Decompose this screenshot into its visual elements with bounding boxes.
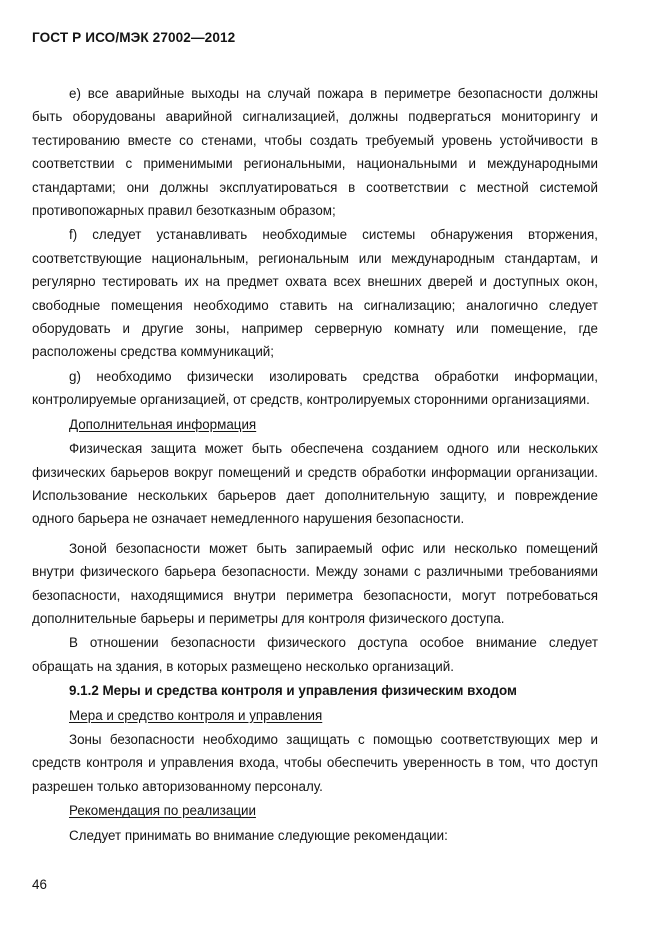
page-number: 46 bbox=[32, 877, 47, 892]
document-header: ГОСТ Р ИСО/МЭК 27002—2012 bbox=[32, 30, 236, 45]
info-paragraph-2: Зоной безопасности может быть запираемый офис или несколько помещений внутри физического барьера безопасности. Между зонами с различными требованиями безопасности, находящимися внутри периметра безопасности, могут потребоваться дополнительные барьеры и периметры для контроля физического доступа. bbox=[32, 540, 598, 626]
item-e-paragraph: e) все аварийные выходы на случай пожара в периметре безопасности должны быть оборудованы аварийной сигнализацией, должны подвергаться мониторингу и тестированию вместе со стенами, чтобы создать требуемый уровень устойчивости в соответствии с применимыми региональными, национальными и международными стандартами; они должны эксплуатироваться в соответствии с местной системой противопожарных правил безотказным образом; bbox=[32, 86, 598, 219]
recommend-subheading bbox=[32, 799, 598, 822]
recommend-paragraph: Следует принимать во внимание следующие рекомендации: bbox=[69, 827, 448, 843]
additional-info-label: Дополнительная информация bbox=[69, 416, 257, 432]
info-paragraph-1: Физическая защита может быть обеспечена созданием одного или нескольких физических барьеров вокруг помещений и средств обработки информации организации. Использование нескольких барьеров дает дополнительную защиту, и повреждение одного барьера не означает немедленного нарушения безопасности. bbox=[32, 441, 598, 527]
info-paragraph-3: В отношении безопасности физического доступа особое внимание следует обращать на здания, в которых размещено несколько организаций. bbox=[32, 635, 598, 674]
recommend-label: Рекомендация по реализации bbox=[69, 803, 256, 819]
control-label: Мера и средство контроля и управления bbox=[69, 707, 323, 723]
control-subheading bbox=[32, 704, 598, 727]
control-paragraph: Зоны безопасности необходимо защищать с помощью соответствующих мер и средств контроля и управления входа, чтобы обеспечить уверенность в том, что доступ разрешен только авторизованному персоналу. bbox=[32, 731, 598, 794]
item-f-paragraph: f) следует устанавливать необходимые системы обнаружения вторжения, соответствующие национальным, региональным или международным стандартам, и регулярно тестировать их на предмет охвата всех внешних дверей и доступных окон, свободные помещения необходимо ставить на сигнализацию; аналогично следует оборудовать и другие зоны, например серверную комнату или помещение, где расположены средства коммуникаций; bbox=[32, 227, 598, 360]
item-g-paragraph: g) необходимо физически изолировать средства обработки информации, контролируемые организацией, от средств, контролируемых сторонними организациями. bbox=[32, 368, 598, 408]
page-body bbox=[32, 82, 598, 847]
section-heading: 9.1.2 Меры и средства контроля и управления физическим входом bbox=[69, 683, 517, 699]
additional-info-subheading bbox=[32, 413, 598, 436]
